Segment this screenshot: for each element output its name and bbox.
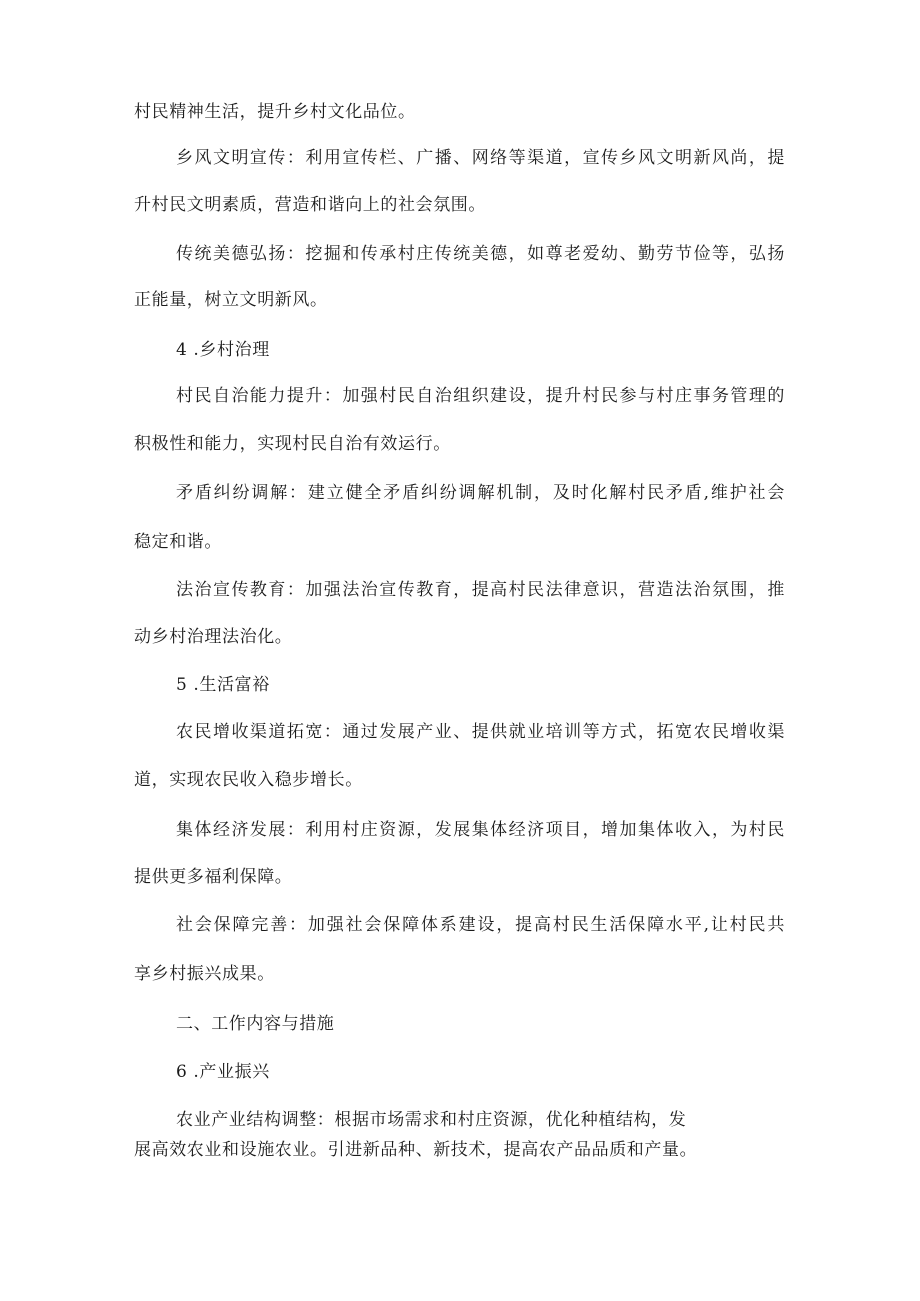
paragraph-line: 稳定和谐。 — [134, 532, 222, 552]
paragraph-line: 农业产业结构调整：根据市场需求和村庄资源，优化种植结构，发 — [176, 1110, 687, 1130]
paragraph-line: 村民精神生活，提升乡村文化品位。 — [134, 102, 416, 122]
paragraph-line: 集体经济发展：利用村庄资源，发展集体经济项目，增加集体收入，为村民 — [176, 820, 785, 840]
paragraph-line: 升村民文明素质，营造和谐向上的社会氛围。 — [134, 195, 486, 215]
chapter-heading: 二、工作内容与措施 — [176, 1014, 335, 1034]
paragraph-line: 社会保障完善：加强社会保障体系建设，提高村民生活保障水平,让村民共 — [176, 915, 785, 935]
paragraph-line: 展高效农业和设施农业。引进新品种、新技术，提高农产品品质和产量。 — [134, 1140, 698, 1160]
paragraph-line: 矛盾纠纷调解：建立健全矛盾纠纷调解机制，及时化解村民矛盾,维护社会 — [176, 483, 785, 503]
paragraph-line: 动乡村治理法治化。 — [134, 627, 293, 647]
paragraph-line: 法治宣传教育：加强法治宣传教育，提高村民法律意识，营造法治氛围，推 — [176, 580, 785, 600]
section-heading: 5 .生活富裕 — [176, 675, 270, 695]
paragraph-line: 农民增收渠道拓宽：通过发展产业、提供就业培训等方式，拓宽农民增收渠 — [176, 722, 785, 742]
paragraph-line: 积极性和能力，实现村民自治有效运行。 — [134, 434, 451, 454]
paragraph-line: 传统美德弘扬：挖掘和传承村庄传统美德，如尊老爱幼、勤劳节俭等，弘扬 — [176, 244, 785, 264]
paragraph-line: 村民自治能力提升：加强村民自治组织建设，提升村民参与村庄事务管理的 — [176, 386, 785, 406]
paragraph-line: 乡风文明宣传：利用宣传栏、广播、网络等渠道，宣传乡风文明新风尚，提 — [176, 148, 785, 168]
paragraph-line: 享乡村振兴成果。 — [134, 964, 275, 984]
section-heading: 6 .产业振兴 — [176, 1062, 270, 1082]
section-heading: 4 .乡村治理 — [176, 340, 270, 360]
paragraph-line: 道，实现农民收入稳步增长。 — [134, 770, 363, 790]
paragraph-line: 正能量，树立文明新风。 — [134, 290, 328, 310]
paragraph-line: 提供更多福利保障。 — [134, 867, 293, 887]
